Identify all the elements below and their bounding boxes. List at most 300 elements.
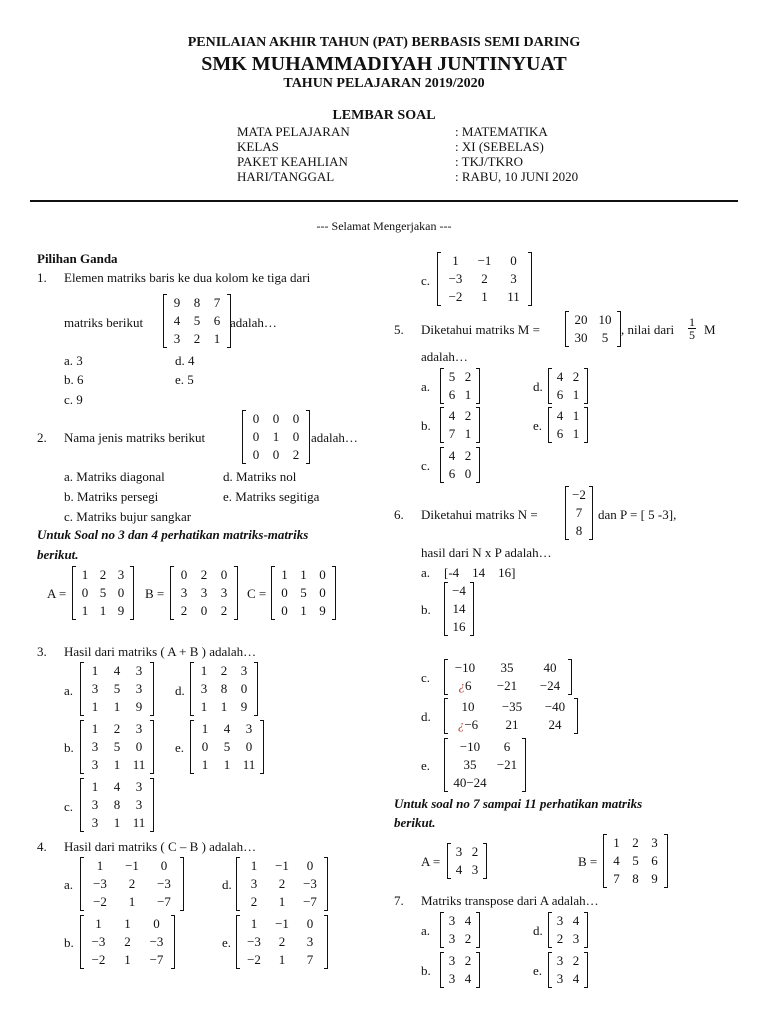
matrix-cell: −40 [544,699,566,714]
matrix-cell: 3 [135,663,143,678]
matrix-cell: 3 [448,971,456,986]
q1-option-a[interactable]: a. 3 [64,353,83,368]
q2-option-a[interactable]: a. Matriks diagonal [64,469,165,484]
matrix-cell: 0 [117,585,125,600]
matrix-cell: 4 [556,408,564,423]
matrix-cell: −3 [157,876,171,891]
matrix-cell: 5 [113,681,121,696]
matrix-a [72,566,134,620]
matrix-cell: 6 [651,853,658,868]
matrix-cell: 1 [113,815,121,830]
matrix-cell: −4 [452,583,466,598]
q2-option-c[interactable]: c. Matriks bujur sangkar [64,509,192,524]
matrix-cell: 6 [503,739,511,754]
q1-post: adalah… [230,315,277,330]
matrix-cell: 0 [252,447,260,462]
matrix-cell: 11 [132,757,146,772]
q6-option-c-matrix[interactable] [444,659,572,695]
matrix-cell: 0 [135,739,143,754]
matrix-cell: 10 [598,312,612,327]
q2-option-b[interactable]: b. Matriks persegi [64,489,159,504]
q2-pre: Nama jenis matriks berikut [64,430,206,445]
matrix-cell: −2 [448,289,463,304]
matrix-cell: 3 [240,663,248,678]
matrix-cell: −3 [93,876,107,891]
q5-pre: Diketahui matriks M = [421,322,540,337]
matrix-cell: 11 [132,815,146,830]
q7-option-a-label[interactable]: a. [421,923,431,938]
matrix-cell: 0 [281,585,288,600]
q3-option-c-label[interactable]: c. [64,799,74,814]
matrix-cell: 1 [91,779,99,794]
matrix-cell: 2 [113,721,121,736]
q4-option-c-label[interactable]: c. [421,273,431,288]
matrix-cell: 8 [220,681,228,696]
matrix-cell: 1 [113,699,121,714]
matrix-cell: 1 [213,331,221,346]
matrix-cell: 2 [220,603,228,618]
matrix-cell: 40 [543,660,557,675]
matrix-cell: 4 [448,408,456,423]
matrix-cell: 10 [461,699,475,714]
matrix-cell: 1 [91,663,99,678]
matrix-cell: 2 [572,953,580,968]
q3-option-b-label[interactable]: b. [64,740,74,755]
matrix-b [170,566,238,620]
q6-post: dan P = [ 5 -3], [598,507,677,522]
q3-option-b-matrix[interactable] [80,720,154,774]
matrix-cell: 11 [507,289,520,304]
q4-option-c-matrix[interactable] [437,252,532,306]
matrix-cell: 3 [200,681,208,696]
q4-option-b-matrix[interactable] [80,915,175,969]
q6-option-a-label[interactable]: a. [421,565,431,580]
matrix-cell: 4 [173,313,181,328]
matrix-cell: 1 [113,757,121,772]
q1-option-b[interactable]: b. 6 [64,372,84,387]
matrix-cell: 21 [505,717,519,732]
matrix-cell: 0 [245,739,253,754]
q6-line2: hasil dari N x P adalah… [421,545,552,560]
matrix-c-label: C = [247,586,267,601]
matrix-cell: 3 [455,844,463,859]
matrix-cell: 1 [572,387,580,402]
note-q3-q4-line1: Untuk Soal no 3 dan 4 perhatikan matriks-matriks [37,527,309,542]
matrix-cell: 30 [574,330,588,345]
matrix-cell: 4 [113,663,121,678]
info-label: KELAS [237,139,279,154]
matrix-cell: 4 [223,721,231,736]
matrix-cell: 6 [448,466,456,481]
matrix-cell: 1 [278,894,286,909]
matrix-cell: 8 [632,871,639,886]
matrix-cell: 3 [572,931,580,946]
matrix-cell: 5 [448,369,456,384]
matrix-cell: 24 [548,717,562,732]
matrix-cell: 3 [135,779,143,794]
q5-number: 5. [394,322,404,337]
info-row [237,139,637,154]
matrix-cell: −3 [247,934,261,949]
matrix-cell: −2 [572,487,586,502]
matrix-cell: 3 [306,934,314,949]
q3-option-a-label[interactable]: a. [64,683,74,698]
q6-option-d-matrix[interactable] [444,698,578,734]
q2-number: 2. [37,430,47,445]
matrix-cell: 2 [180,603,188,618]
q5-option-a-label[interactable]: a. [421,379,431,394]
matrix-cell: 6 [213,313,221,328]
matrix-cell: 1 [96,858,104,873]
matrix-cell: 1 [613,835,620,850]
section-title: Pilihan Ganda [37,251,118,266]
matrix-cell: 2 [278,876,286,891]
matrix-cell: 7 [448,426,456,441]
matrix-n [565,486,593,540]
matrix-cell: ¿−6 [457,717,479,732]
matrix-cell: 1 [81,603,89,618]
matrix-cell: 2 [464,953,472,968]
matrix-cell: −1 [275,916,289,931]
matrix-cell: 3 [173,331,181,346]
school-name: SMK MUHAMMADIYAH JUNTINYUAT [201,53,567,75]
matrix-cell: 9 [173,295,181,310]
q1-pre: matriks berikut [64,315,144,330]
q7-option-d-matrix[interactable] [548,912,588,948]
q6-option-b-label[interactable]: b. [421,602,431,617]
q3-option-e-matrix[interactable] [190,720,264,774]
matrix-cell: 3 [200,585,208,600]
info-value: : XI (SEBELAS) [455,139,544,154]
q7-text: Matriks transpose dari A adalah… [421,893,599,908]
q5-option-a-matrix[interactable] [440,368,480,404]
q4-option-d-matrix[interactable] [236,857,328,911]
info-value: : MATEMATIKA [455,124,548,139]
matrix-cell: 3 [135,797,143,812]
q1-option-c[interactable]: c. 9 [64,392,83,407]
q2-matrix [242,410,310,464]
matrix-cell: 1 [281,567,288,582]
q6-option-e-matrix[interactable] [444,738,526,792]
q1-number: 1. [37,270,47,285]
matrix-cell: 1 [300,567,307,582]
matrix-cell: −1 [477,253,492,268]
q6-number: 6. [394,507,404,522]
q2-post: adalah… [311,430,358,445]
matrix-cell: ¿6 [458,678,472,693]
matrix-cell: −21 [496,757,518,772]
info-label: HARI/TANGGAL [237,169,335,184]
q6-option-c-label[interactable]: c. [421,670,431,685]
matrix-cell: 0 [272,411,280,426]
matrix-cell: 9 [135,699,143,714]
matrix-cell: 2 [632,835,639,850]
matrix-cell: 5 [99,585,107,600]
matrix-cell: 7 [213,295,221,310]
matrix-cell: 8 [113,797,121,812]
matrix-cell: 4 [113,779,121,794]
matrix-cell: 3 [651,835,658,850]
matrix-cell: 1 [91,721,99,736]
matrix-cell: 1 [223,757,231,772]
matrix-cell: 0 [272,447,280,462]
matrix-cell: 3 [91,797,99,812]
info-table [237,124,637,184]
matrix-cell: −2 [247,952,261,967]
sheet-title: LEMBAR SOAL [332,108,436,123]
matrix-cell: −3 [91,934,106,949]
q6-option-e-label[interactable]: e. [421,758,431,773]
matrix-cell: 4 [448,448,456,463]
matrix-cell: 3 [448,913,456,928]
matrix-cell: 9 [240,699,248,714]
matrix-cell: 2 [464,369,472,384]
matrix-cell: 0 [252,411,260,426]
matrix-cell: 0 [81,585,89,600]
matrix-cell: 1 [91,699,99,714]
matrix-cell: 35 [500,660,514,675]
matrix-cell: 1 [95,916,102,931]
matrix-cell: −35 [501,699,523,714]
matrix-cell: −21 [496,678,518,693]
matrix-cell: 4 [556,369,564,384]
q7-option-d-label[interactable]: d. [533,923,543,938]
matrix-cell: −10 [454,660,476,675]
q4-option-a-matrix[interactable] [80,857,184,911]
q1-option-d[interactable]: d. 4 [175,353,195,368]
matrix-cell: −1 [125,858,139,873]
matrix-cell: 2 [471,844,479,859]
matrix-cell: 3 [556,913,564,928]
q4-option-e-label[interactable]: e. [222,935,232,950]
matrix-cell: 4 [464,913,472,928]
q7-number: 7. [394,893,404,908]
q6-option-a-text[interactable]: [-4 14 16] [444,565,516,580]
q6-option-d-label[interactable]: d. [421,709,431,724]
matrix-cell: 1 [272,429,280,444]
matrix-cell: 3 [91,681,99,696]
matrix-cell: −7 [303,894,317,909]
matrix-cell: 1 [572,408,580,423]
matrix-cell: 0 [200,603,208,618]
matrix-cell: 7 [613,871,620,886]
q5-option-d-matrix[interactable] [548,368,588,404]
matrix-cell: 1 [128,894,136,909]
matrix-cell: −7 [157,894,171,909]
q7-option-b-label[interactable]: b. [421,963,431,978]
header-divider [30,200,738,202]
q3-option-d-matrix[interactable] [190,662,258,716]
matrix-cell: 16 [452,619,466,634]
matrix-cell: −10 [459,739,481,754]
matrix-cell: 20 [574,312,588,327]
matrix-a2-label: A = [421,854,441,869]
q3-option-a-matrix[interactable] [80,662,154,716]
matrix-cell: 1 [220,699,228,714]
matrix-cell: 2 [464,408,472,423]
matrix-cell: 3 [448,931,456,946]
matrix-m [565,311,621,347]
matrix-cell: 9 [319,603,326,618]
matrix-cell: 2 [200,567,208,582]
q3-option-e-label[interactable]: e. [175,740,185,755]
matrix-cell: 2 [99,567,107,582]
matrix-cell: −3 [149,934,164,949]
matrix-cell: 6 [448,387,456,402]
matrix-cell: 1 [481,289,488,304]
matrix-cell: 9 [117,603,125,618]
matrix-cell: 3 [91,815,99,830]
exam-title: PENILAIAN AKHIR TAHUN (PAT) BERBASIS SEMI DARING [187,35,581,50]
matrix-cell: 35 [463,757,477,772]
matrix-cell: 6 [556,387,564,402]
matrix-cell: −3 [448,271,463,286]
matrix-cell: 3 [91,739,99,754]
matrix-cell: 2 [128,876,136,891]
q7-option-a-matrix[interactable] [440,912,480,948]
q7-option-b-matrix[interactable] [440,952,480,988]
matrix-cell: 3 [250,876,258,891]
matrix-cell: 2 [193,331,201,346]
matrix-cell [492,774,522,792]
fraction-numerator: 1 [689,315,695,329]
q6-pre: Diketahui matriks N = [421,507,538,522]
q5-mid: , nilai dari [621,322,675,337]
matrix-cell: 1 [300,603,307,618]
q5-option-e-matrix[interactable] [548,407,588,443]
matrix-cell: 1 [464,426,472,441]
matrix-cell: 3 [135,681,143,696]
matrix-cell: 3 [245,721,253,736]
matrix-cell: 3 [180,585,188,600]
matrix-cell: 3 [91,757,99,772]
matrix-cell: 0 [510,253,517,268]
matrix-cell: 7 [306,952,314,967]
matrix-cell: 2 [556,931,564,946]
matrix-cell: 40−24 [453,775,487,790]
matrix-b2 [603,834,668,888]
note-q7-q11-line2: berikut. [394,815,436,830]
fraction-denominator: 5 [689,328,695,342]
matrix-cell: 0 [292,429,300,444]
q4-option-e-matrix[interactable] [236,915,328,969]
matrix-cell: 2 [124,934,131,949]
q3-text: Hasil dari matriks ( A + B ) adalah… [64,644,257,659]
matrix-cell: 3 [117,567,125,582]
matrix-cell: 1 [250,858,258,873]
matrix-cell: 4 [572,913,580,928]
matrix-a-label: A = [47,586,67,601]
matrix-cell: 9 [651,871,658,886]
q1-matrix [163,294,231,348]
matrix-cell: −24 [539,678,561,693]
q6-option-b-matrix[interactable] [444,582,474,636]
q5-post: M [704,322,716,337]
matrix-cell: 1 [201,757,209,772]
matrix-cell: 0 [252,429,260,444]
matrix-cell: 0 [319,585,326,600]
matrix-cell: 3 [220,585,228,600]
matrix-cell: 0 [201,739,209,754]
matrix-cell: 0 [220,567,228,582]
matrix-cell: 1 [99,603,107,618]
matrix-cell: 1 [124,952,131,967]
q7-option-e-label[interactable]: e. [533,963,543,978]
q5-option-e-label[interactable]: e. [533,418,543,433]
matrix-cell: 1 [81,567,89,582]
matrix-cell: 3 [556,953,564,968]
matrix-cell: 5 [223,739,231,754]
q1-option-e[interactable]: e. 5 [175,372,194,387]
matrix-cell: 2 [250,894,258,909]
greeting: --- Selamat Mengerjakan --- [316,219,452,233]
q5-option-c-matrix[interactable] [440,447,480,483]
matrix-cell: 0 [306,916,314,931]
matrix-cell: 5 [601,330,609,345]
q4-option-b-label[interactable]: b. [64,935,74,950]
stray-glyph: ¿ [457,717,465,732]
stray-glyph: ¿ [458,678,465,693]
matrix-b2-label: B = [578,854,598,869]
matrix-cell: 0 [240,681,248,696]
matrix-cell: 1 [452,253,459,268]
matrix-cell: 1 [200,663,208,678]
q5-option-b-matrix[interactable] [440,407,480,443]
q3-option-d-label[interactable]: d. [175,683,185,698]
matrix-cell: 0 [306,858,314,873]
matrix-cell: 2 [481,271,488,286]
matrix-cell: 2 [292,447,300,462]
matrix-cell: 5 [193,313,201,328]
matrix-cell: 1 [278,952,286,967]
matrix-cell: 4 [572,971,580,986]
matrix-cell: 0 [464,466,472,481]
matrix-cell: 3 [556,971,564,986]
matrix-cell: 1 [201,721,209,736]
q4-option-d-label[interactable]: d. [222,877,232,892]
q2-option-d[interactable]: d. Matriks nol [223,469,297,484]
matrix-cell: 3 [135,721,143,736]
q5-option-b-label[interactable]: b. [421,418,431,433]
matrix-cell: 14 [452,601,466,616]
matrix-cell: 7 [575,505,583,520]
matrix-cell: −3 [303,876,317,891]
matrix-cell: 4 [613,853,620,868]
note-q7-q11-line1: Untuk soal no 7 sampai 11 perhatikan matriks [394,796,643,811]
matrix-a2 [447,843,487,879]
matrix-cell: 1 [200,699,208,714]
q3-option-c-matrix[interactable] [80,778,154,832]
info-row [237,124,637,139]
q5-option-c-label[interactable]: c. [421,458,431,473]
q2-option-e[interactable]: e. Matriks segitiga [223,489,320,504]
q5-option-d-label[interactable]: d. [533,379,543,394]
academic-year: TAHUN PELAJARAN 2019/2020 [283,76,485,91]
note-q3-q4-line2: berikut. [37,547,79,562]
matrix-cell: 5 [113,739,121,754]
matrix-cell: 1 [572,426,580,441]
matrix-cell: 8 [193,295,201,310]
matrix-c [271,566,336,620]
info-value: : RABU, 10 JUNI 2020 [455,169,579,184]
info-label: MATA PELAJARAN [237,124,350,139]
matrix-cell: 2 [464,931,472,946]
q4-number: 4. [37,839,47,854]
q7-option-e-matrix[interactable] [548,952,588,988]
matrix-cell: 3 [510,271,517,286]
q4-option-a-label[interactable]: a. [64,877,74,892]
matrix-cell: −2 [93,894,107,909]
